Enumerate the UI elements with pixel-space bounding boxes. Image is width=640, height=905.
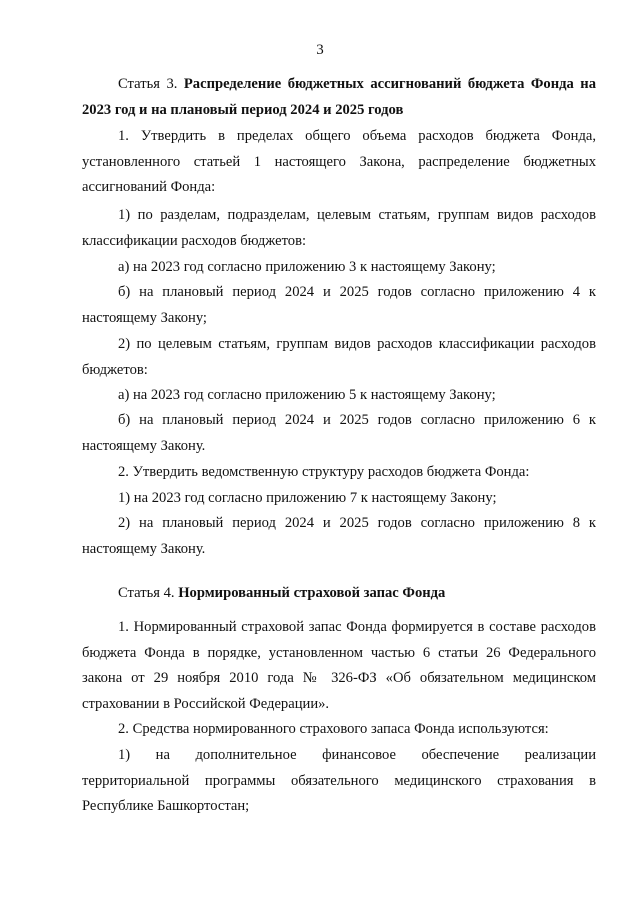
paragraph: 1. Утвердить в пределах общего объема расходов бюджета Фонда, установленного статьей 1 настоящего Закона, распределение бюджетных ассигнований Фонда: — [82, 128, 596, 195]
article-4-heading — [82, 581, 596, 607]
paragraph: 1) на дополнительное финансовое обеспечение реализации территориальной программы обязательного медицинского страхования в Республике Башкортостан; — [82, 747, 596, 814]
article-4-title: Нормированный страховой запас Фонда — [178, 585, 446, 601]
paragraph: 2) по целевым статьям, группам видов расходов классификации расходов бюджетов: — [82, 336, 596, 378]
paragraph: 2. Утвердить ведомственную структуру расходов бюджета Фонда: — [118, 464, 530, 480]
paragraph: 1) на 2023 год согласно приложению 7 к настоящему Закону; — [118, 490, 497, 506]
paragraph: 2) на плановый период 2024 и 2025 годов согласно приложению 8 к настоящему Закону. — [82, 515, 596, 557]
article-4-label: Статья 4. — [118, 585, 179, 601]
paragraph: а) на 2023 год согласно приложению 3 к настоящему Закону; — [118, 259, 496, 275]
page-number: 3 — [316, 42, 324, 58]
paragraph: 1. Нормированный страховой запас Фонда формируется в составе расходов бюджета Фонда в порядке, установленном частью 6 статьи 26 Федерального закона от 29 ноября 2010 года № 326-ФЗ «Об обязательном медицинском страховании в Российской Федерации». — [82, 619, 596, 712]
article-3-heading — [82, 72, 596, 123]
paragraph: б) на плановый период 2024 и 2025 годов согласно приложению 4 к настоящему Закону; — [82, 284, 596, 326]
paragraph: 2. Средства нормированного страхового запаса Фонда используются: — [118, 721, 549, 737]
article-3-label: Статья 3. — [118, 76, 184, 92]
paragraph: б) на плановый период 2024 и 2025 годов согласно приложению 6 к настоящему Закону. — [82, 412, 596, 454]
article-3-title: Распределение бюджетных ассигнований бюджета Фонда на 2023 год и на плановый период 2024 и 2025 годов — [82, 76, 596, 118]
paragraph: а) на 2023 год согласно приложению 5 к настоящему Закону; — [118, 387, 496, 403]
paragraph: 1) по разделам, подразделам, целевым статьям, группам видов расходов классификации расходов бюджетов: — [82, 207, 596, 249]
